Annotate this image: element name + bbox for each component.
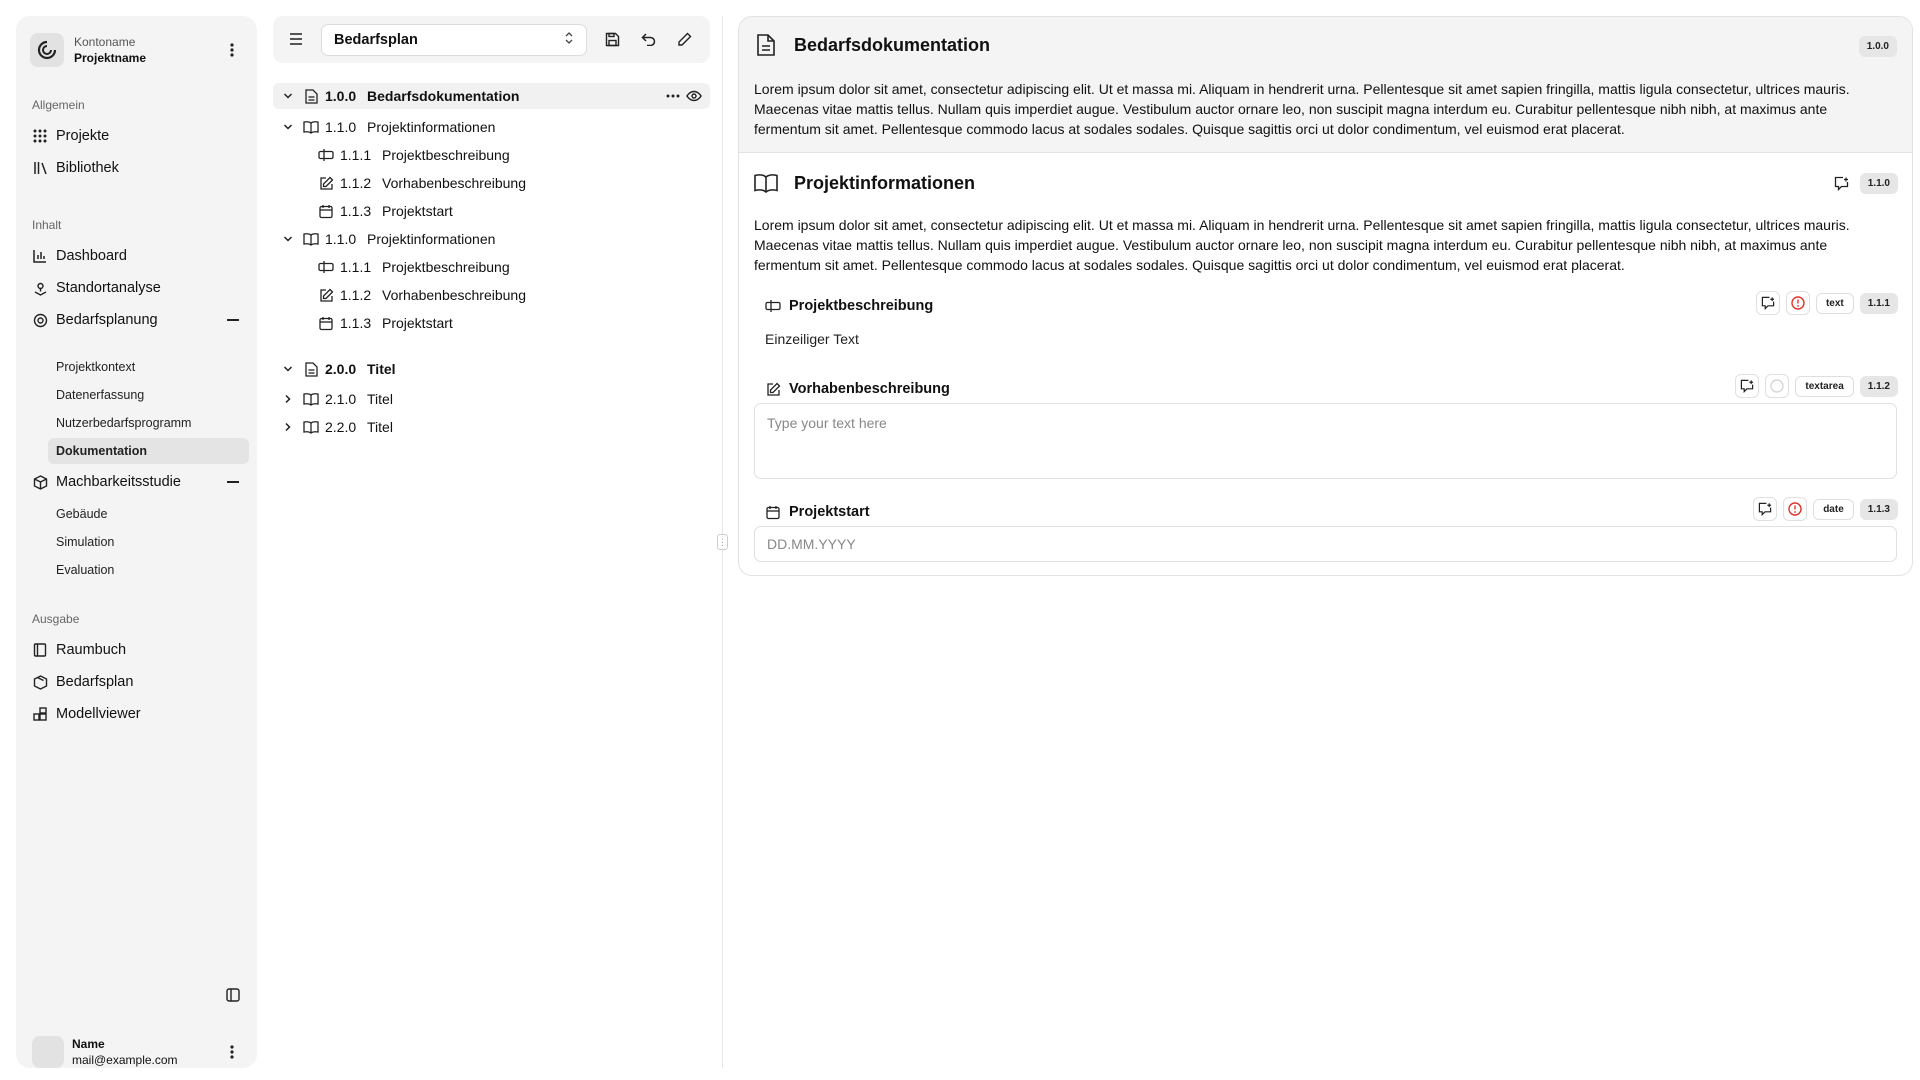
document-view xyxy=(738,16,1913,576)
account-logo-icon xyxy=(30,33,64,67)
field-type-badge: textarea xyxy=(1795,376,1853,397)
section-description: Lorem ipsum dolor sit amet, consectetur adipiscing elit. Ut et massa mi. Aliquam in hendrerit urna. Pellentesque sit amet sapien fringilla, mattis ligula consectetur, ultrices mauris. Maecenas vitae mattis tellus. Nullam quis imperdiet augue. Vestibulum auctor ornare leo, non suscipit magna interdum eu. Curabitur pellentesque nibh nibh, at maximus ante fermentum sit amet. Pellentesque commodo lacus at sodales sodales. Quisque sagittis orci ut dolor condimentum, vel euismod erat placerat. xyxy=(754,217,1850,273)
more-horizontal-icon[interactable] xyxy=(666,87,680,108)
alert-circle-icon[interactable] xyxy=(1765,374,1789,398)
nav-bedarfsplanung[interactable] xyxy=(32,306,249,334)
tree-toolbar xyxy=(273,16,710,63)
tree-node-number: 1.1.0 xyxy=(325,119,357,135)
text-cursor-icon xyxy=(765,298,781,314)
tree-node-label: Bedarfsdokumentation xyxy=(367,88,520,104)
sub-datenerfassung[interactable]: Datenerfassung xyxy=(56,388,145,402)
project-name: Projektname xyxy=(74,51,147,65)
nav-bibliothek[interactable] xyxy=(32,154,249,182)
alert-circle-icon[interactable] xyxy=(1783,497,1807,521)
tree-node-item[interactable] xyxy=(318,198,453,224)
tree-node-label: Projektbeschreibung xyxy=(382,259,510,275)
tree-node-group[interactable] xyxy=(281,414,393,440)
document-title: Bedarfsdokumentation xyxy=(794,34,991,55)
chevron-updown-icon xyxy=(564,31,574,49)
user-email: mail@example.com xyxy=(72,1053,178,1067)
field-title: Projektbeschreibung xyxy=(789,298,934,314)
open-book-icon xyxy=(303,391,319,407)
chevron-right-icon[interactable] xyxy=(281,420,295,434)
tree-node-number: 1.1.1 xyxy=(340,259,372,275)
comment-icon[interactable] xyxy=(1830,171,1854,195)
blocks-icon xyxy=(32,706,48,722)
text-cursor-icon xyxy=(318,259,334,275)
target-icon xyxy=(32,312,48,328)
nav-modellviewer[interactable] xyxy=(32,700,249,728)
user-name: Name xyxy=(72,1037,105,1051)
tree-node-label: Vorhabenbeschreibung xyxy=(382,175,527,191)
nav-label: Machbarkeitsstudie xyxy=(56,474,181,490)
tree-node-group[interactable] xyxy=(281,114,495,140)
user-menu[interactable] xyxy=(32,1034,243,1070)
field-title: Projektstart xyxy=(789,504,870,520)
edit-square-icon xyxy=(318,175,334,191)
resize-handle-icon[interactable]: ⋮ xyxy=(717,534,728,550)
sub-dokumentation[interactable]: Dokumentation xyxy=(48,438,249,464)
section-label-output: Ausgabe xyxy=(32,612,80,626)
nav-label: Modellviewer xyxy=(56,706,141,722)
section-heading xyxy=(754,169,975,197)
grid-icon xyxy=(32,128,48,144)
sub-projektkontext[interactable]: Projektkontext xyxy=(56,360,136,374)
edit-square-icon xyxy=(318,287,334,303)
field-heading xyxy=(765,295,933,317)
sidebar xyxy=(16,16,257,1068)
tree-node-item[interactable] xyxy=(318,170,526,196)
tree-node-number: 1.0.0 xyxy=(325,88,357,104)
tree-node-label: Titel xyxy=(367,391,393,407)
tree-node-root[interactable] xyxy=(273,83,710,109)
cube-icon xyxy=(32,474,48,490)
tree-node-label: Titel xyxy=(367,419,393,435)
nav-dashboard[interactable] xyxy=(32,242,249,270)
nav-bedarfsplan[interactable] xyxy=(32,668,249,696)
comment-icon[interactable] xyxy=(1735,374,1759,398)
location-icon xyxy=(32,280,48,296)
nav-projekte[interactable] xyxy=(32,122,249,150)
calendar-icon xyxy=(765,504,781,520)
chevron-down-icon[interactable] xyxy=(281,120,295,134)
calendar-icon xyxy=(318,203,334,219)
eye-icon[interactable] xyxy=(686,87,702,108)
version-badge: 1.0.0 xyxy=(1859,36,1897,57)
edit-icon[interactable] xyxy=(671,26,697,52)
field-type-badge: date xyxy=(1813,499,1854,520)
field-type-badge: text xyxy=(1816,293,1854,314)
section-label-general: Allgemein xyxy=(32,98,85,112)
sub-simulation[interactable]: Simulation xyxy=(56,535,115,549)
account-more-icon[interactable] xyxy=(221,39,243,61)
field-version-badge: 1.1.3 xyxy=(1860,499,1898,520)
tree-node-group[interactable] xyxy=(281,386,393,412)
tree-node-number: 1.1.0 xyxy=(325,231,357,247)
nav-standortanalyse[interactable] xyxy=(32,274,249,302)
tree-node-number: 2.2.0 xyxy=(325,419,357,435)
account-switcher[interactable] xyxy=(30,30,243,70)
tree-node-number: 1.1.3 xyxy=(340,315,372,331)
tree-node-item[interactable] xyxy=(318,282,526,308)
open-book-icon xyxy=(303,119,319,135)
comment-icon[interactable] xyxy=(1756,291,1780,315)
open-book-icon xyxy=(303,231,319,247)
nav-machbarkeitsstudie[interactable] xyxy=(32,468,249,496)
field-version-badge: 1.1.2 xyxy=(1860,376,1898,397)
tree-node-item[interactable] xyxy=(318,142,510,168)
tree-node-item[interactable] xyxy=(318,310,453,336)
tree-node-number: 1.1.1 xyxy=(340,147,372,163)
tree-node-number: 1.1.2 xyxy=(340,175,372,191)
nav-label: Bibliothek xyxy=(56,160,119,176)
tree-node-number: 2.0.0 xyxy=(325,361,357,377)
field-title: Vorhabenbeschreibung xyxy=(789,381,950,397)
tree-node-number: 2.1.0 xyxy=(325,391,357,407)
description-textarea[interactable] xyxy=(754,403,1897,479)
field-value[interactable]: Einzeiliger Text xyxy=(765,331,859,347)
nav-label: Dashboard xyxy=(56,248,127,264)
nav-label: Bedarfsplanung xyxy=(56,312,158,328)
section-label-content: Inhalt xyxy=(32,218,62,232)
collapse-minus-icon[interactable] xyxy=(227,481,239,483)
tree-node-label: Projektbeschreibung xyxy=(382,147,510,163)
nav-label: Raumbuch xyxy=(56,642,127,658)
tree-node-number: 1.1.2 xyxy=(340,287,372,303)
field-heading xyxy=(765,378,950,400)
undo-icon[interactable] xyxy=(635,26,661,52)
chevron-down-icon[interactable] xyxy=(281,362,295,376)
plan-select[interactable] xyxy=(321,24,587,56)
document-icon xyxy=(303,361,319,377)
chart-icon xyxy=(32,248,48,264)
alert-circle-icon[interactable] xyxy=(1786,291,1810,315)
nav-label: Standortanalyse xyxy=(56,280,161,296)
text-cursor-icon xyxy=(318,147,334,163)
tree-node-label: Projektstart xyxy=(382,315,453,331)
plan-select-value: Bedarfsplan xyxy=(334,32,418,48)
tree-node-item[interactable] xyxy=(318,254,510,280)
save-icon[interactable] xyxy=(599,26,625,52)
chevron-right-icon[interactable] xyxy=(281,392,295,406)
field-version-badge: 1.1.1 xyxy=(1860,293,1898,314)
calendar-icon xyxy=(318,315,334,331)
chevron-down-icon[interactable] xyxy=(281,89,295,103)
section-title: Projektinformationen xyxy=(794,172,976,193)
sub-evaluation[interactable]: Evaluation xyxy=(56,563,115,577)
document-icon xyxy=(303,88,319,104)
tree-node-label: Projektstart xyxy=(382,203,453,219)
package-icon xyxy=(32,674,48,690)
tree-node-group[interactable] xyxy=(281,226,495,252)
collapse-minus-icon[interactable] xyxy=(227,319,239,321)
open-book-icon xyxy=(303,419,319,435)
date-input[interactable] xyxy=(754,526,1897,562)
document-header xyxy=(739,17,1912,153)
library-icon xyxy=(32,160,48,176)
field-heading xyxy=(765,501,870,523)
nav-label: Projekte xyxy=(56,128,110,144)
section-version-badge: 1.1.0 xyxy=(1860,173,1898,194)
menu-icon[interactable] xyxy=(283,26,309,52)
edit-square-icon xyxy=(765,381,781,397)
tree-node-label: Vorhabenbeschreibung xyxy=(382,287,527,303)
nav-label: Bedarfsplan xyxy=(56,674,134,690)
open-book-icon xyxy=(754,171,778,195)
document-icon xyxy=(754,33,778,57)
avatar xyxy=(32,1036,64,1068)
tree-node-root[interactable] xyxy=(281,356,396,382)
document-description: Lorem ipsum dolor sit amet, consectetur adipiscing elit. Ut et massa mi. Aliquam in hendrerit urna. Pellentesque sit amet sapien fringilla, mattis ligula consectetur, ultrices mauris. Maecenas vitae mattis tellus. Nullam quis imperdiet augue. Vestibulum auctor ornare leo, non suscipit magna interdum eu. Curabitur pellentesque nibh nibh, at maximus ante fermentum sit amet. Pellentesque commodo lacus at sodales sodales. Quisque sagittis orci ut dolor condimentum, vel euismod erat placerat. xyxy=(754,81,1850,137)
tree-node-label: Projektinformationen xyxy=(367,231,496,247)
nav-raumbuch[interactable] xyxy=(32,636,249,664)
book-icon xyxy=(32,642,48,658)
tree-node-label: Titel xyxy=(367,361,396,377)
chevron-down-icon[interactable] xyxy=(281,232,295,246)
tree-node-label: Projektinformationen xyxy=(367,119,496,135)
user-more-icon[interactable] xyxy=(221,1041,243,1063)
sidebar-toggle-icon[interactable] xyxy=(224,986,242,1004)
sub-nutzerbedarfsprogramm[interactable]: Nutzerbedarfsprogramm xyxy=(56,416,192,430)
comment-icon[interactable] xyxy=(1753,497,1777,521)
sub-gebaeude[interactable]: Gebäude xyxy=(56,507,108,521)
account-name: Kontoname xyxy=(74,35,136,49)
tree-node-number: 1.1.3 xyxy=(340,203,372,219)
